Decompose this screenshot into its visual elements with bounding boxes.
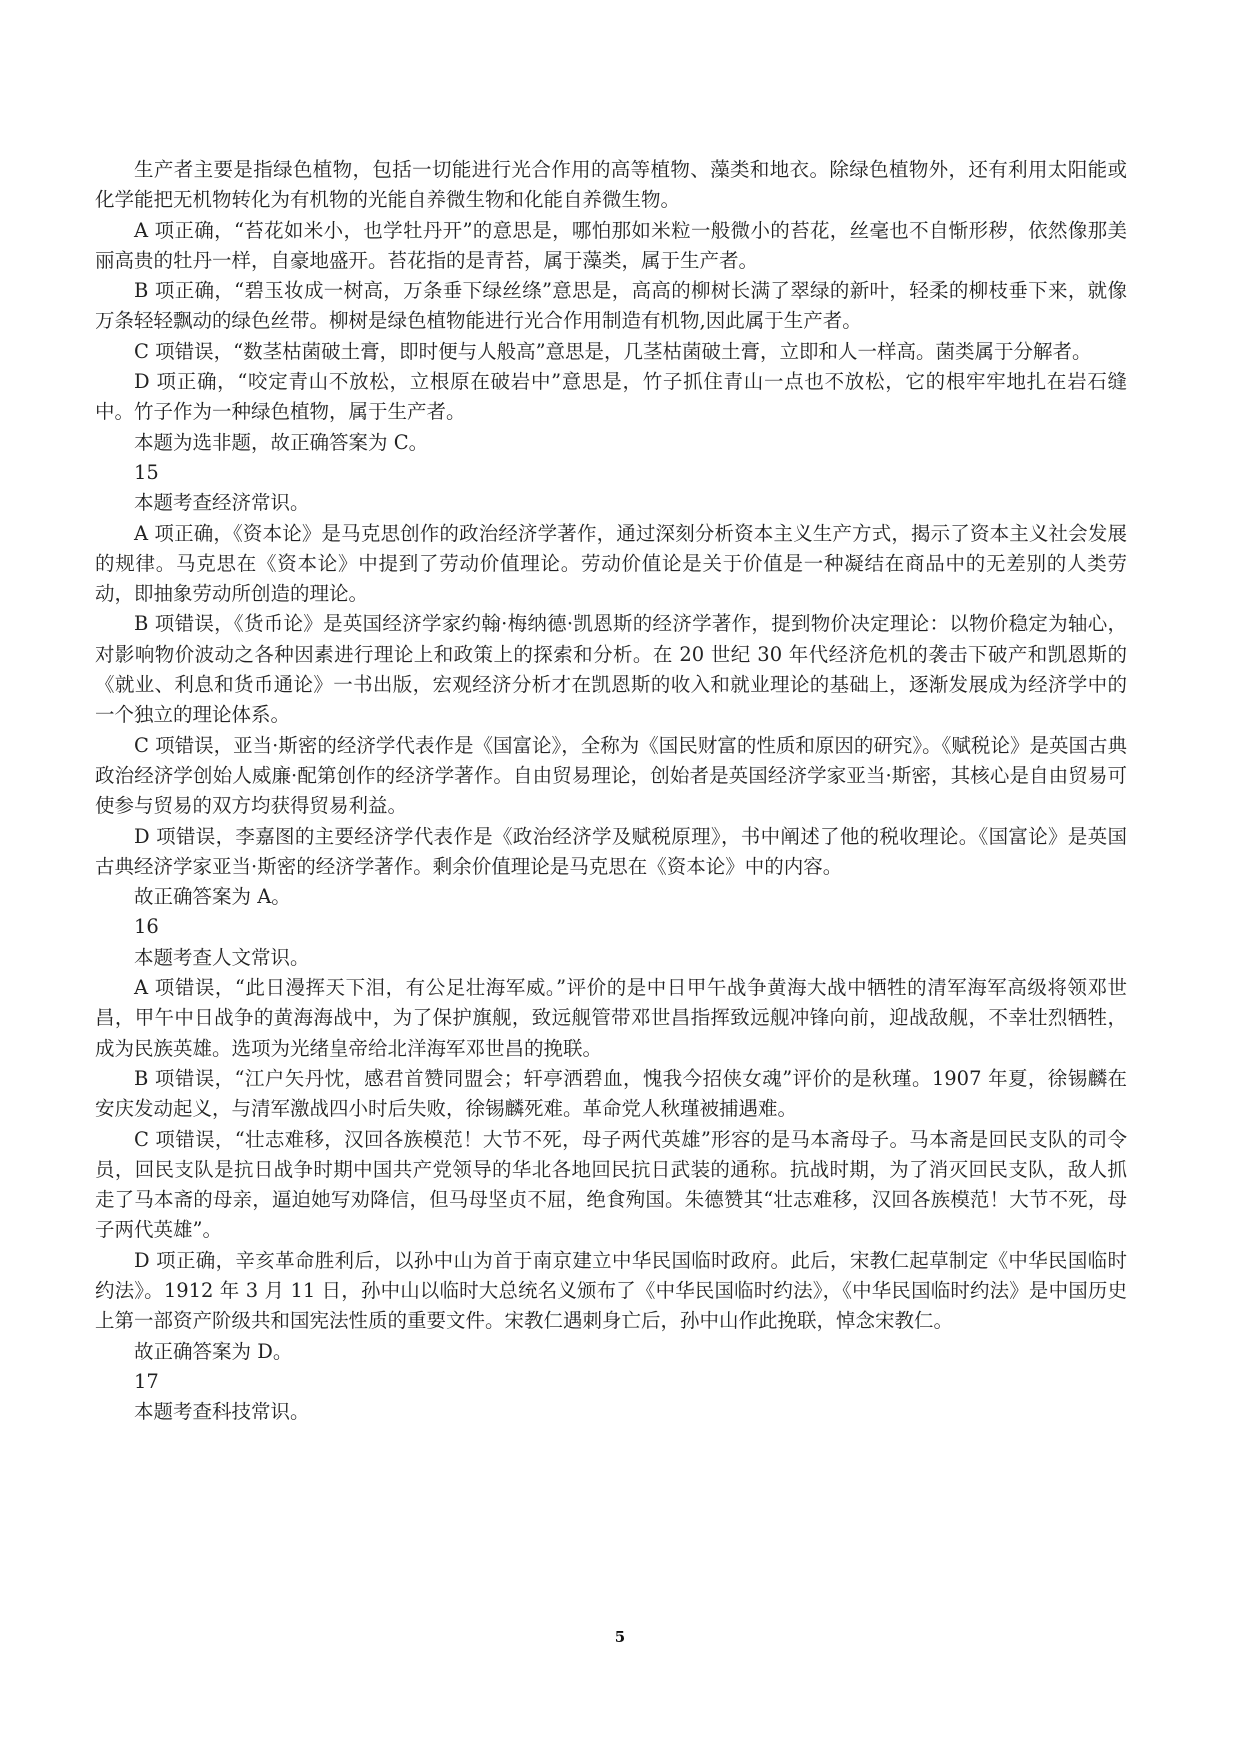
topic-line: 本题考查经济常识。 [134,491,310,515]
answer-line: 本题为选非题，故正确答案为 C。 [134,430,429,454]
paragraph: A 项正确，“苔花如米小，也学牡丹开”的意思是，哪怕那如米粒一般微小的苔花，丝毫也不自惭形秽，依然像那美丽高贵的牡丹一样，自豪地盛开。苔花指的是青苔，属于藻类，属于生产者。 [95,218,1127,272]
answer-line: 故正确答案为 D。 [134,1339,293,1363]
answer-line: 故正确答案为 A。 [134,885,291,909]
paragraph: C 项错误，亚当·斯密的经济学代表作是《国富论》，全称为《国民财富的性质和原因的研究》。《赋税论》是英国古典政治经济学创始人威廉·配第创作的经济学著作。自由贸易理论，创始者是英国经济学家亚当·斯密，其核心是自由贸易可使参与贸易的双方均获得贸易利益。 [95,733,1127,818]
paragraph: C 项错误，“数茎枯菌破土膏，即时便与人般高”意思是，几茎枯菌破土膏，立即和人一样高。菌类属于分解者。 [134,339,1092,363]
paragraph: D 项正确，辛亥革命胜利后，以孙中山为首于南京建立中华民国临时政府。此后，宋教仁起草制定《中华民国临时约法》。1912 年 3 月 11 日，孙中山以临时大总统名义颁布了《中华民国临时约法》，《中华民国临时约法》是中国历史上第一部资产阶级共和国宪法性质的重要文件。宋教仁遇刺身亡后，孙中山作此挽联，悼念宋教仁。 [95,1248,1127,1333]
document-body [95,155,1127,1427]
paragraph: C 项错误，“壮志难移，汉回各族模范！大节不死，母子两代英雄”形容的是马本斋母子。马本斋是回民支队的司令员，回民支队是抗日战争时期中国共产党领导的华北各地回民抗日武装的通称。抗战时期，为了消灭回民支队，敌人抓走了马本斋的母亲，逼迫她写劝降信，但马母坚贞不屈，绝食殉国。朱德赞其“壮志难移，汉回各族模范！大节不死，母子两代英雄”。 [95,1127,1127,1242]
paragraph: B 项错误，“江户矢丹忱，感君首赞同盟会；轩亭洒碧血，愧我今招侠女魂”评价的是秋瑾。1907 年夏，徐锡麟在安庆发动起义，与清军激战四小时后失败，徐锡麟死难。革命党人秋瑾被捕遇难。 [95,1066,1127,1121]
question-number: 16 [134,915,159,939]
paragraph: 生产者主要是指绿色植物，包括一切能进行光合作用的高等植物、藻类和地衣。除绿色植物外，还有利用太阳能或化学能把无机物转化为有机物的光能自养微生物和化能自养微生物。 [95,158,1127,212]
paragraph: A 项正确，《资本论》是马克思创作的政治经济学著作，通过深刻分析资本主义生产方式，揭示了资本主义社会发展的规律。马克思在《资本论》中提到了劳动价值理论。劳动价值论是关于价值是一种凝结在商品中的无差别的人类劳动，即抽象劳动所创造的理论。 [95,521,1127,606]
paragraph: D 项错误，李嘉图的主要经济学代表作是《政治经济学及赋税原理》，书中阐述了他的税收理论。《国富论》是英国古典经济学家亚当·斯密的经济学著作。剩余价值理论是马克思在《资本论》中的内容。 [95,824,1127,878]
paragraph: B 项正确，“碧玉妆成一树高，万条垂下绿丝绦”意思是，高高的柳树长满了翠绿的新叶，轻柔的柳枝垂下来，就像万条轻轻飘动的绿色丝带。柳树是绿色植物能进行光合作用制造有机物,因此属于生产者。 [95,279,1127,333]
question-number: 15 [134,460,159,484]
paragraph: A 项错误，“此日漫挥天下泪，有公足壮海军威。”评价的是中日甲午战争黄海大战中牺牲的清军海军高级将领邓世昌，甲午中日战争的黄海海战中，为了保护旗舰，致远舰管带邓世昌指挥致远舰冲锋向前，迎战敌舰，不幸壮烈牺牲，成为民族英雄。选项为光绪皇帝给北洋海军邓世昌的挽联。 [95,976,1127,1060]
topic-line: 本题考查科技常识。 [134,1400,310,1424]
page-number: 5 [614,1628,626,1646]
question-number: 17 [134,1369,159,1393]
topic-line: 本题考查人文常识。 [134,945,310,969]
paragraph: B 项错误，《货币论》是英国经济学家约翰·梅纳德·凯恩斯的经济学著作，提到物价决定理论：以物价稳定为轴心，对影响物价波动之各种因素进行理论上和政策上的探索和分析。在 20 世纪 30 年代经济危机的袭击下破产和凯恩斯的《就业、利息和货币通论》一书出版，宏观经济分析才在凯恩斯的收入和就业理论的基础上，逐渐发展成为经济学中的一个独立的理论体系。 [95,612,1127,727]
paragraph: D 项正确，“咬定青山不放松，立根原在破岩中”意思是，竹子抓住青山一点也不放松，它的根牢牢地扎在岩石缝中。竹子作为一种绿色植物，属于生产者。 [95,370,1127,424]
